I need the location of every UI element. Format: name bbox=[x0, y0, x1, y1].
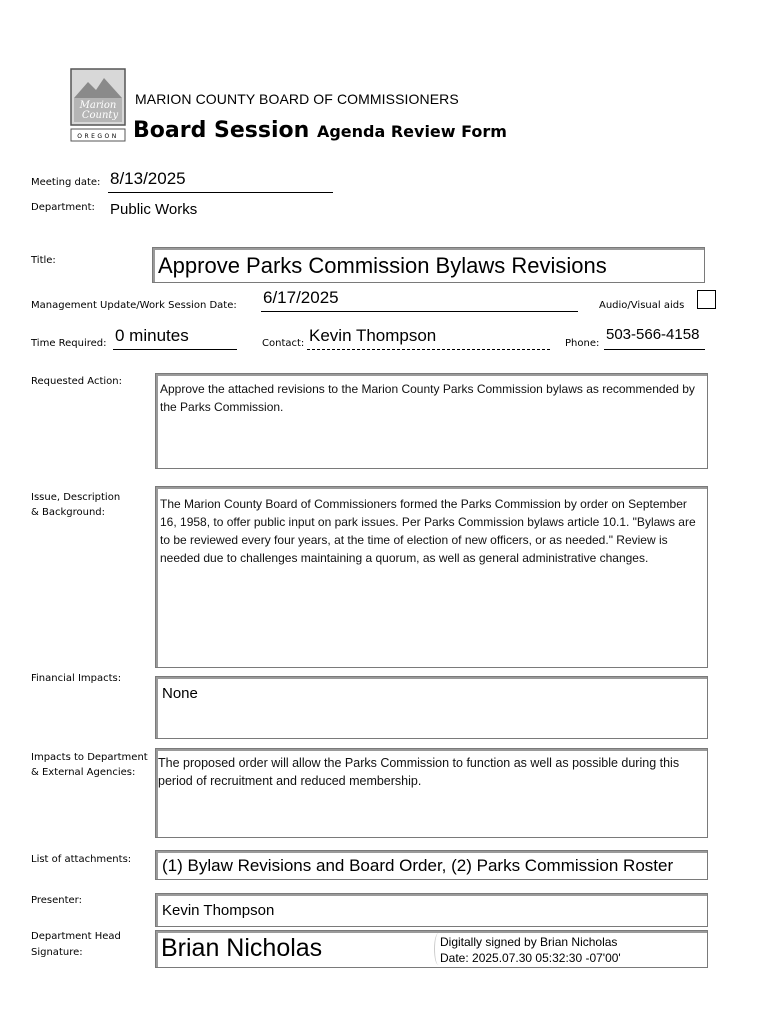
time-required-label: Time Required: bbox=[31, 338, 107, 349]
contact-label: Contact: bbox=[262, 338, 305, 349]
phone-label: Phone: bbox=[565, 338, 600, 349]
attachments-label: List of attachments: bbox=[31, 854, 132, 865]
signature-meta-line1: Digitally signed by Brian Nicholas bbox=[440, 935, 618, 949]
org-name: MARION COUNTY BOARD OF COMMISSIONERS bbox=[135, 91, 459, 107]
impacts-label-line2: & External Agencies: bbox=[31, 767, 136, 778]
county-logo bbox=[70, 68, 126, 142]
logo-text-marion: Marion bbox=[79, 100, 117, 111]
contact-value: Kevin Thompson bbox=[309, 326, 437, 345]
phone-field[interactable] bbox=[604, 325, 705, 350]
impacts-text: The proposed order will allow the Parks Commission to function as well as possible during this period of recruitment and reduced membership. bbox=[158, 756, 680, 788]
meeting-date-value: 8/13/2025 bbox=[110, 169, 186, 188]
impacts-label bbox=[31, 750, 148, 780]
impacts-field[interactable] bbox=[155, 748, 708, 838]
issue-label-line1: Issue, Description bbox=[31, 492, 121, 503]
issue-field[interactable] bbox=[155, 486, 708, 668]
presenter-label: Presenter: bbox=[31, 895, 82, 906]
logo-text-county: County bbox=[81, 110, 119, 121]
signature-meta-line2: Date: 2025.07.30 05:32:30 -07'00' bbox=[440, 951, 621, 965]
phone-value: 503-566-4158 bbox=[606, 326, 700, 343]
signature-field[interactable] bbox=[155, 930, 708, 968]
audio-visual-checkbox[interactable] bbox=[697, 290, 716, 309]
issue-label bbox=[31, 490, 120, 520]
signature-label-line1: Department Head bbox=[31, 931, 121, 942]
title-field[interactable] bbox=[152, 247, 705, 283]
logo-state: OREGON bbox=[77, 133, 119, 140]
requested-action-field[interactable] bbox=[155, 373, 708, 469]
department-label: Department: bbox=[31, 202, 95, 213]
signature-name: Brian Nicholas bbox=[161, 934, 323, 962]
title-value: Approve Parks Commission Bylaws Revisions bbox=[158, 253, 607, 278]
financial-text: None bbox=[162, 685, 198, 702]
form-title-sub: Agenda Review Form bbox=[316, 122, 507, 141]
impacts-label-line1: Impacts to Department bbox=[31, 752, 148, 763]
financial-label: Financial Impacts: bbox=[31, 673, 122, 684]
presenter-text: Kevin Thompson bbox=[162, 902, 275, 919]
signature-meta bbox=[440, 934, 621, 966]
contact-field[interactable] bbox=[307, 325, 550, 350]
mgmt-date-value: 6/17/2025 bbox=[263, 288, 339, 307]
department-value[interactable]: Public Works bbox=[110, 201, 198, 218]
meeting-date-label: Meeting date: bbox=[31, 177, 101, 188]
form-title-main: Board Session bbox=[133, 118, 310, 143]
requested-action-label: Requested Action: bbox=[31, 376, 122, 387]
meeting-date-field[interactable] bbox=[108, 169, 333, 193]
signature-label bbox=[31, 929, 121, 961]
mgmt-date-label: Management Update/Work Session Date: bbox=[31, 300, 237, 311]
time-required-field[interactable] bbox=[113, 325, 237, 350]
attachments-field[interactable] bbox=[155, 850, 708, 880]
issue-label-line2: & Background: bbox=[31, 507, 106, 518]
audio-visual-label: Audio/Visual aids bbox=[599, 300, 685, 311]
requested-action-text: Approve the attached revisions to the Marion County Parks Commission bylaws as recommended by the Parks Commission. bbox=[160, 382, 695, 414]
title-label: Title: bbox=[31, 255, 56, 266]
attachments-text: (1) Bylaw Revisions and Board Order, (2) Parks Commission Roster bbox=[162, 856, 674, 875]
financial-field[interactable] bbox=[155, 676, 708, 739]
presenter-field[interactable] bbox=[155, 893, 708, 927]
mgmt-date-field[interactable] bbox=[261, 287, 578, 312]
form-title bbox=[133, 118, 507, 143]
time-required-value: 0 minutes bbox=[115, 326, 189, 345]
issue-text: The Marion County Board of Commissioners formed the Parks Commission by order on September 16, 1958, to offer public input on park issues. Per Parks Commission bylaws article 10.1. "Bylaws are to be reviewed every four years, at the time of election of new officers, or as needed." Review is needed due to challenges maintaining a quorum, as well as general administrative changes. bbox=[160, 497, 696, 565]
signature-label-line2: Signature: bbox=[31, 947, 83, 958]
